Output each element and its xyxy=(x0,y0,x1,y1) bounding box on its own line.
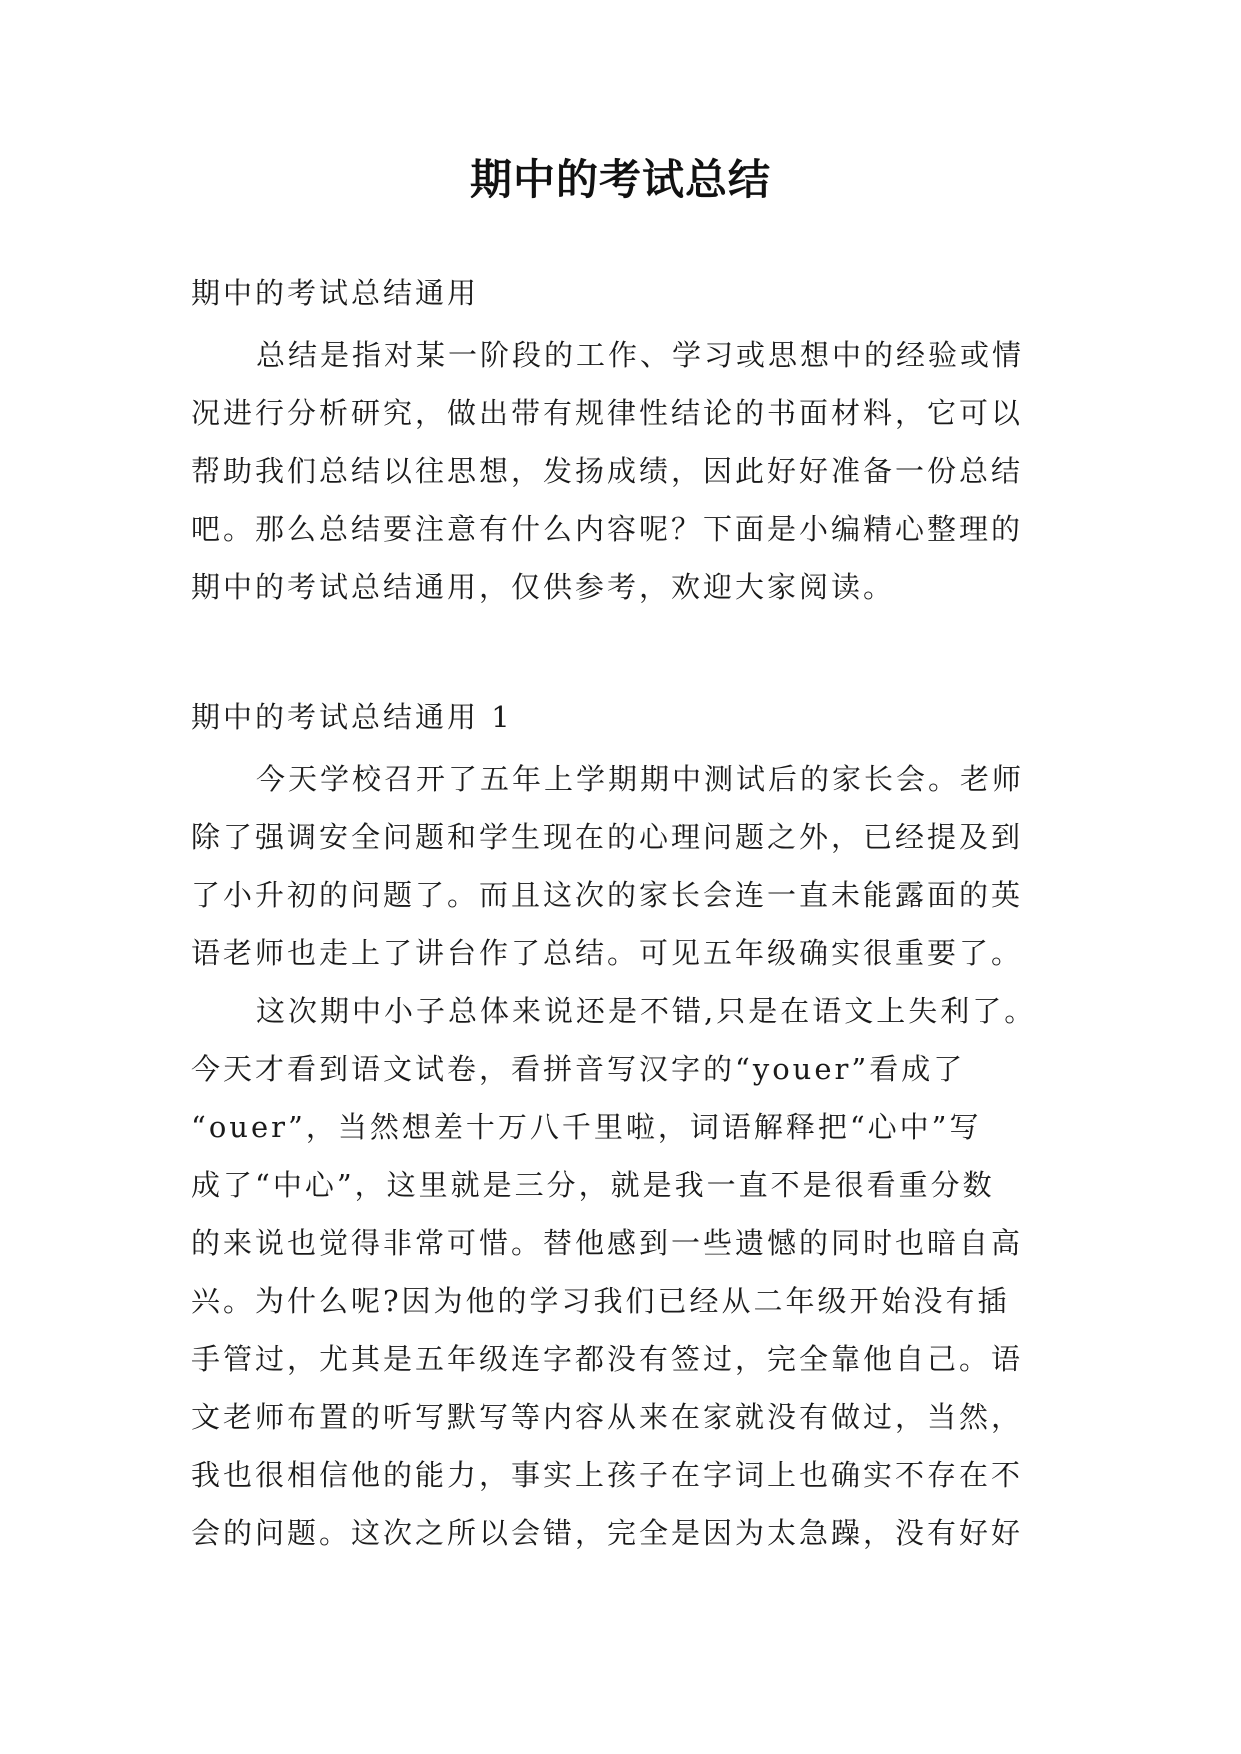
section-1-paragraph-2 xyxy=(191,982,1061,1562)
paragraph-line: 今天学校召开了五年上学期期中测试后的家长会。老师 xyxy=(256,762,1025,796)
paragraph-line: 会的问题。这次之所以会错，完全是因为太急躁，没有好好 xyxy=(191,1516,1024,1550)
paragraph-line: “ouer”，当然想差十万八千里啦，词语解释把“心中”写 xyxy=(191,1110,982,1144)
document-title: 期中的考试总结 xyxy=(469,155,771,204)
paragraph-line: 总结是指对某一阶段的工作、学习或思想中的经验或情 xyxy=(256,338,1025,372)
paragraph-line: 期中的考试总结通用，仅供参考，欢迎大家阅读。 xyxy=(191,570,896,604)
paragraph-line: 帮助我们总结以往思想，发扬成绩，因此好好准备一份总结 xyxy=(191,454,1024,488)
paragraph-line: 这次期中小子总体来说还是不错,只是在语文上失利了。 xyxy=(256,994,1037,1028)
section-1 xyxy=(191,688,1061,1562)
paragraph-line: 况进行分析研究，做出带有规律性结论的书面材料，它可以 xyxy=(191,396,1024,430)
paragraph-line: 今天才看到语文试卷，看拼音写汉字的“youer”看成了 xyxy=(191,1052,966,1086)
paragraph-line: 文老师布置的听写默写等内容从来在家就没有做过，当然， xyxy=(191,1400,1024,1434)
intro-paragraph xyxy=(191,326,1061,616)
paragraph-line: 吧。那么总结要注意有什么内容呢？下面是小编精心整理的 xyxy=(191,512,1024,546)
paragraph-line: 了小升初的问题了。而且这次的家长会连一直未能露面的英 xyxy=(191,878,1024,912)
paragraph-line: 除了强调安全问题和学生现在的心理问题之外，已经提及到 xyxy=(191,820,1024,854)
paragraph-line: 兴。为什么呢?因为他的学习我们已经从二年级开始没有插 xyxy=(191,1284,1010,1318)
section-heading: 期中的考试总结通用 1 xyxy=(191,700,513,734)
section-1-paragraph-1 xyxy=(191,750,1061,982)
section-intro xyxy=(191,264,1061,616)
paragraph-line: 成了“中心”，这里就是三分，就是我一直不是很看重分数 xyxy=(191,1168,995,1202)
paragraph-line: 我也很相信他的能力，事实上孩子在字词上也确实不存在不 xyxy=(191,1458,1024,1492)
paragraph-line: 的来说也觉得非常可惜。替他感到一些遗憾的同时也暗自高 xyxy=(191,1226,1024,1260)
paragraph-line: 手管过，尤其是五年级连字都没有签过，完全靠他自己。语 xyxy=(191,1342,1024,1376)
section-heading: 期中的考试总结通用 xyxy=(191,276,480,310)
paragraph-line: 语老师也走上了讲台作了总结。可见五年级确实很重要了。 xyxy=(191,936,1024,970)
